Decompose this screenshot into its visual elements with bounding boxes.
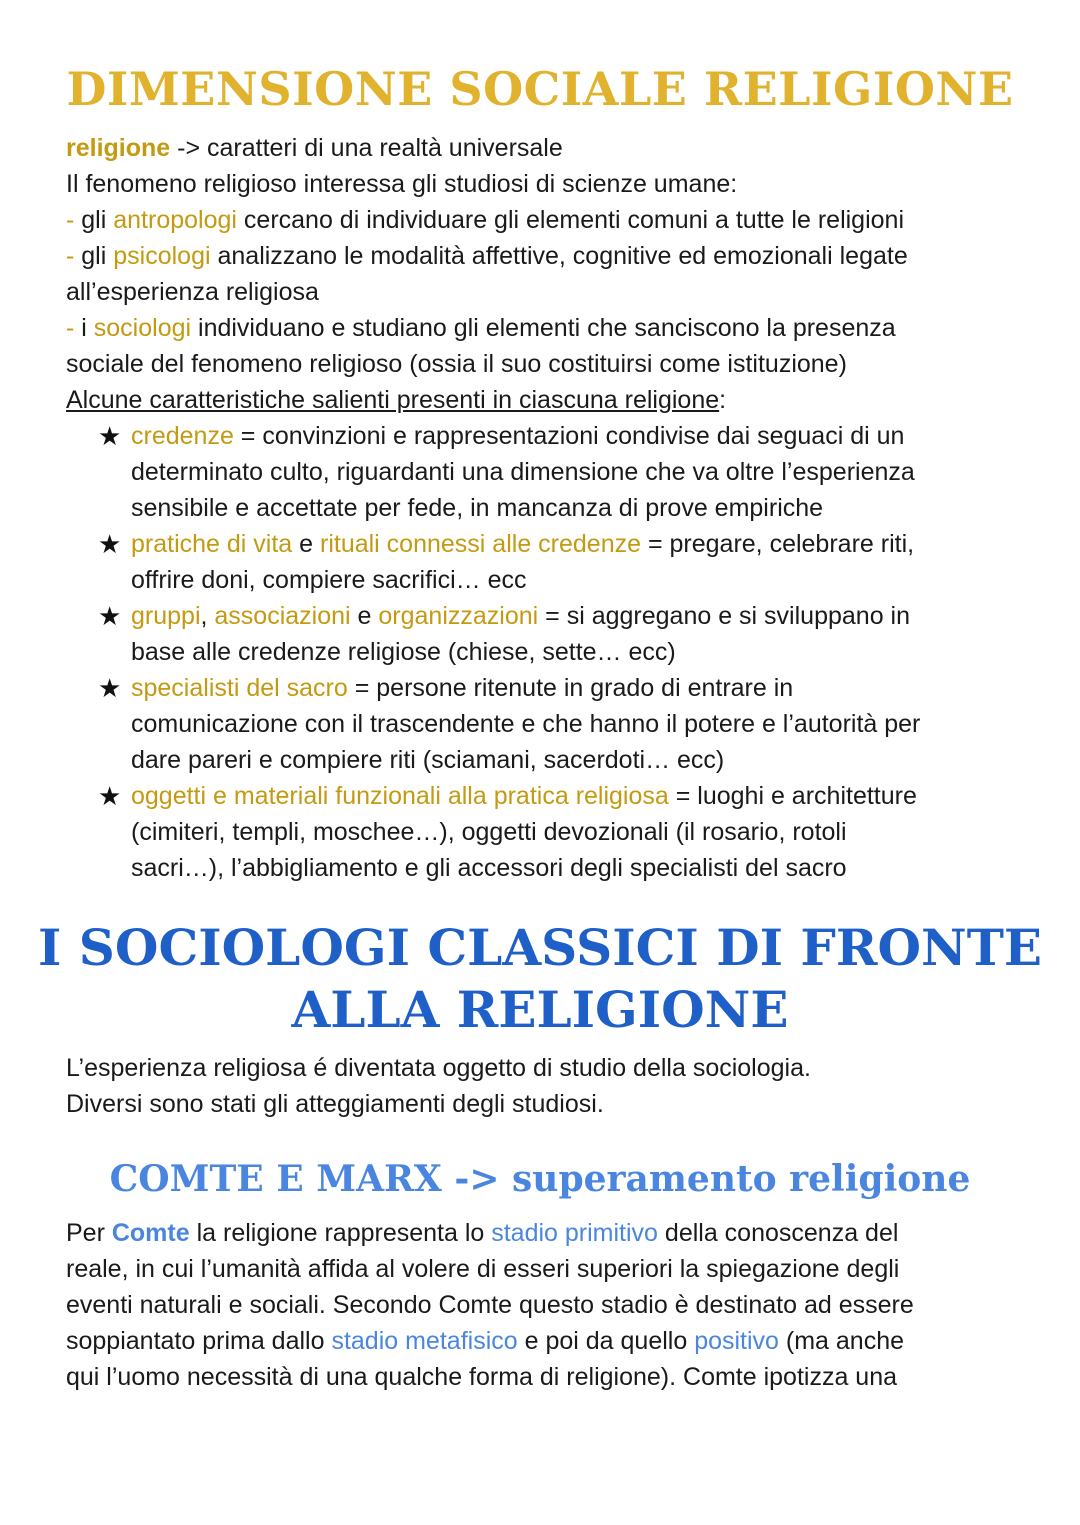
sociologi-line: - i sociologi individuano e studiano gli elementi che sanciscono la presenza (66, 314, 896, 342)
bullet-oggetti: oggetti e materiali funzionali alla pratica religiosa = luoghi e architetture (131, 782, 917, 810)
paragraph-line: Diversi sono stati gli atteggiamenti degli studiosi. (66, 1090, 604, 1118)
paragraph-line: qui l’uomo necessità di una qualche forma di religione). Comte ipotizza una (66, 1363, 898, 1391)
bullet-line: determinato culto, riguardanti una dimensione che va oltre l’esperienza (131, 458, 915, 486)
keyword-sociologi: sociologi (93, 314, 192, 342)
bullet-line: base alle credenze religiose (chiese, sette… ecc) (131, 638, 676, 666)
comte-line: Per Comte la religione rappresenta lo stadio primitivo della conoscenza del (66, 1219, 899, 1247)
section-title-dimensione-sociale: DIMENSIONE SOCIALE RELIGIONE (66, 62, 1014, 116)
bullet-gruppi: gruppi, associazioni e organizzazioni = si aggregano e si sviluppano in (131, 602, 910, 630)
bullet-line: sacri…), l’abbigliamento e gli accessori degli specialisti del sacro (131, 854, 847, 882)
paragraph-line: all’esperienza religiosa (66, 278, 319, 306)
keyword-psicologi: psicologi (113, 242, 211, 270)
paragraph-line: eventi naturali e sociali. Secondo Comte questo stadio è destinato ad essere (66, 1291, 914, 1319)
star-bullet-icon: ★ (98, 529, 122, 559)
psicologi-line: - gli psicologi analizzano le modalità affettive, cognitive ed emozionali legate (66, 242, 908, 270)
bullet-line: (cimiteri, templi, moschee…), oggetti devozionali (il rosario, rotoli (131, 818, 847, 846)
bullet-line: sensibile e accettate per fede, in mancanza di prove empiriche (131, 494, 824, 522)
paragraph-line: sociale del fenomeno religioso (ossia il suo costituirsi come istituzione) (66, 350, 847, 378)
bullet-specialisti: specialisti del sacro = persone ritenute in grado di entrare in (131, 674, 794, 702)
star-bullet-icon: ★ (98, 601, 122, 631)
keyword-comte: Comte (111, 1219, 190, 1247)
bullet-line: comunicazione con il trascendente e che hanno il potere e l’autorità per (131, 710, 921, 738)
bullet-line: offrire doni, compiere sacrifici… ecc (131, 566, 527, 594)
paragraph-line: Il fenomeno religioso interessa gli studiosi di scienze umane: (66, 170, 738, 198)
star-bullet-icon: ★ (98, 673, 122, 703)
bullet-line: dare pareri e compiere riti (sciamani, sacerdoti… ecc) (131, 746, 725, 774)
paragraph-line: L’esperienza religiosa é diventata oggetto di studio della sociologia. (66, 1054, 811, 1082)
section-title-sociologi-line1: I SOCIOLOGI CLASSICI DI FRONTE (37, 918, 1043, 977)
subtitle-comte-marx: COMTE E MARX -> superamento religione (109, 1158, 971, 1200)
comte-line: soppiantato prima dallo stadio metafisico e poi da quello positivo (ma anche (66, 1327, 905, 1355)
bullet-credenze: credenze = convinzioni e rappresentazioni condivise dai seguaci di un (131, 422, 905, 450)
bullet-pratiche: pratiche di vita e rituali connessi alle credenze = pregare, celebrare riti, (131, 530, 915, 558)
star-bullet-icon: ★ (98, 781, 122, 811)
section-title-sociologi-line2: ALLA RELIGIONE (291, 980, 789, 1039)
keyword-antropologi: antropologi (113, 206, 237, 234)
star-bullet-icon: ★ (98, 421, 122, 451)
keyword-religione: religione (66, 134, 171, 162)
paragraph-line: reale, in cui l’umanità affida al volere di esseri superiori la spiegazione degli (66, 1255, 900, 1283)
antropologi-line: - gli antropologi cercano di individuare gli elementi comuni a tutte le religioni (66, 206, 904, 234)
intro-line: religione -> caratteri di una realtà universale (66, 134, 563, 162)
characteristics-heading: Alcune caratteristiche salienti presenti in ciascuna religione: (66, 386, 727, 414)
